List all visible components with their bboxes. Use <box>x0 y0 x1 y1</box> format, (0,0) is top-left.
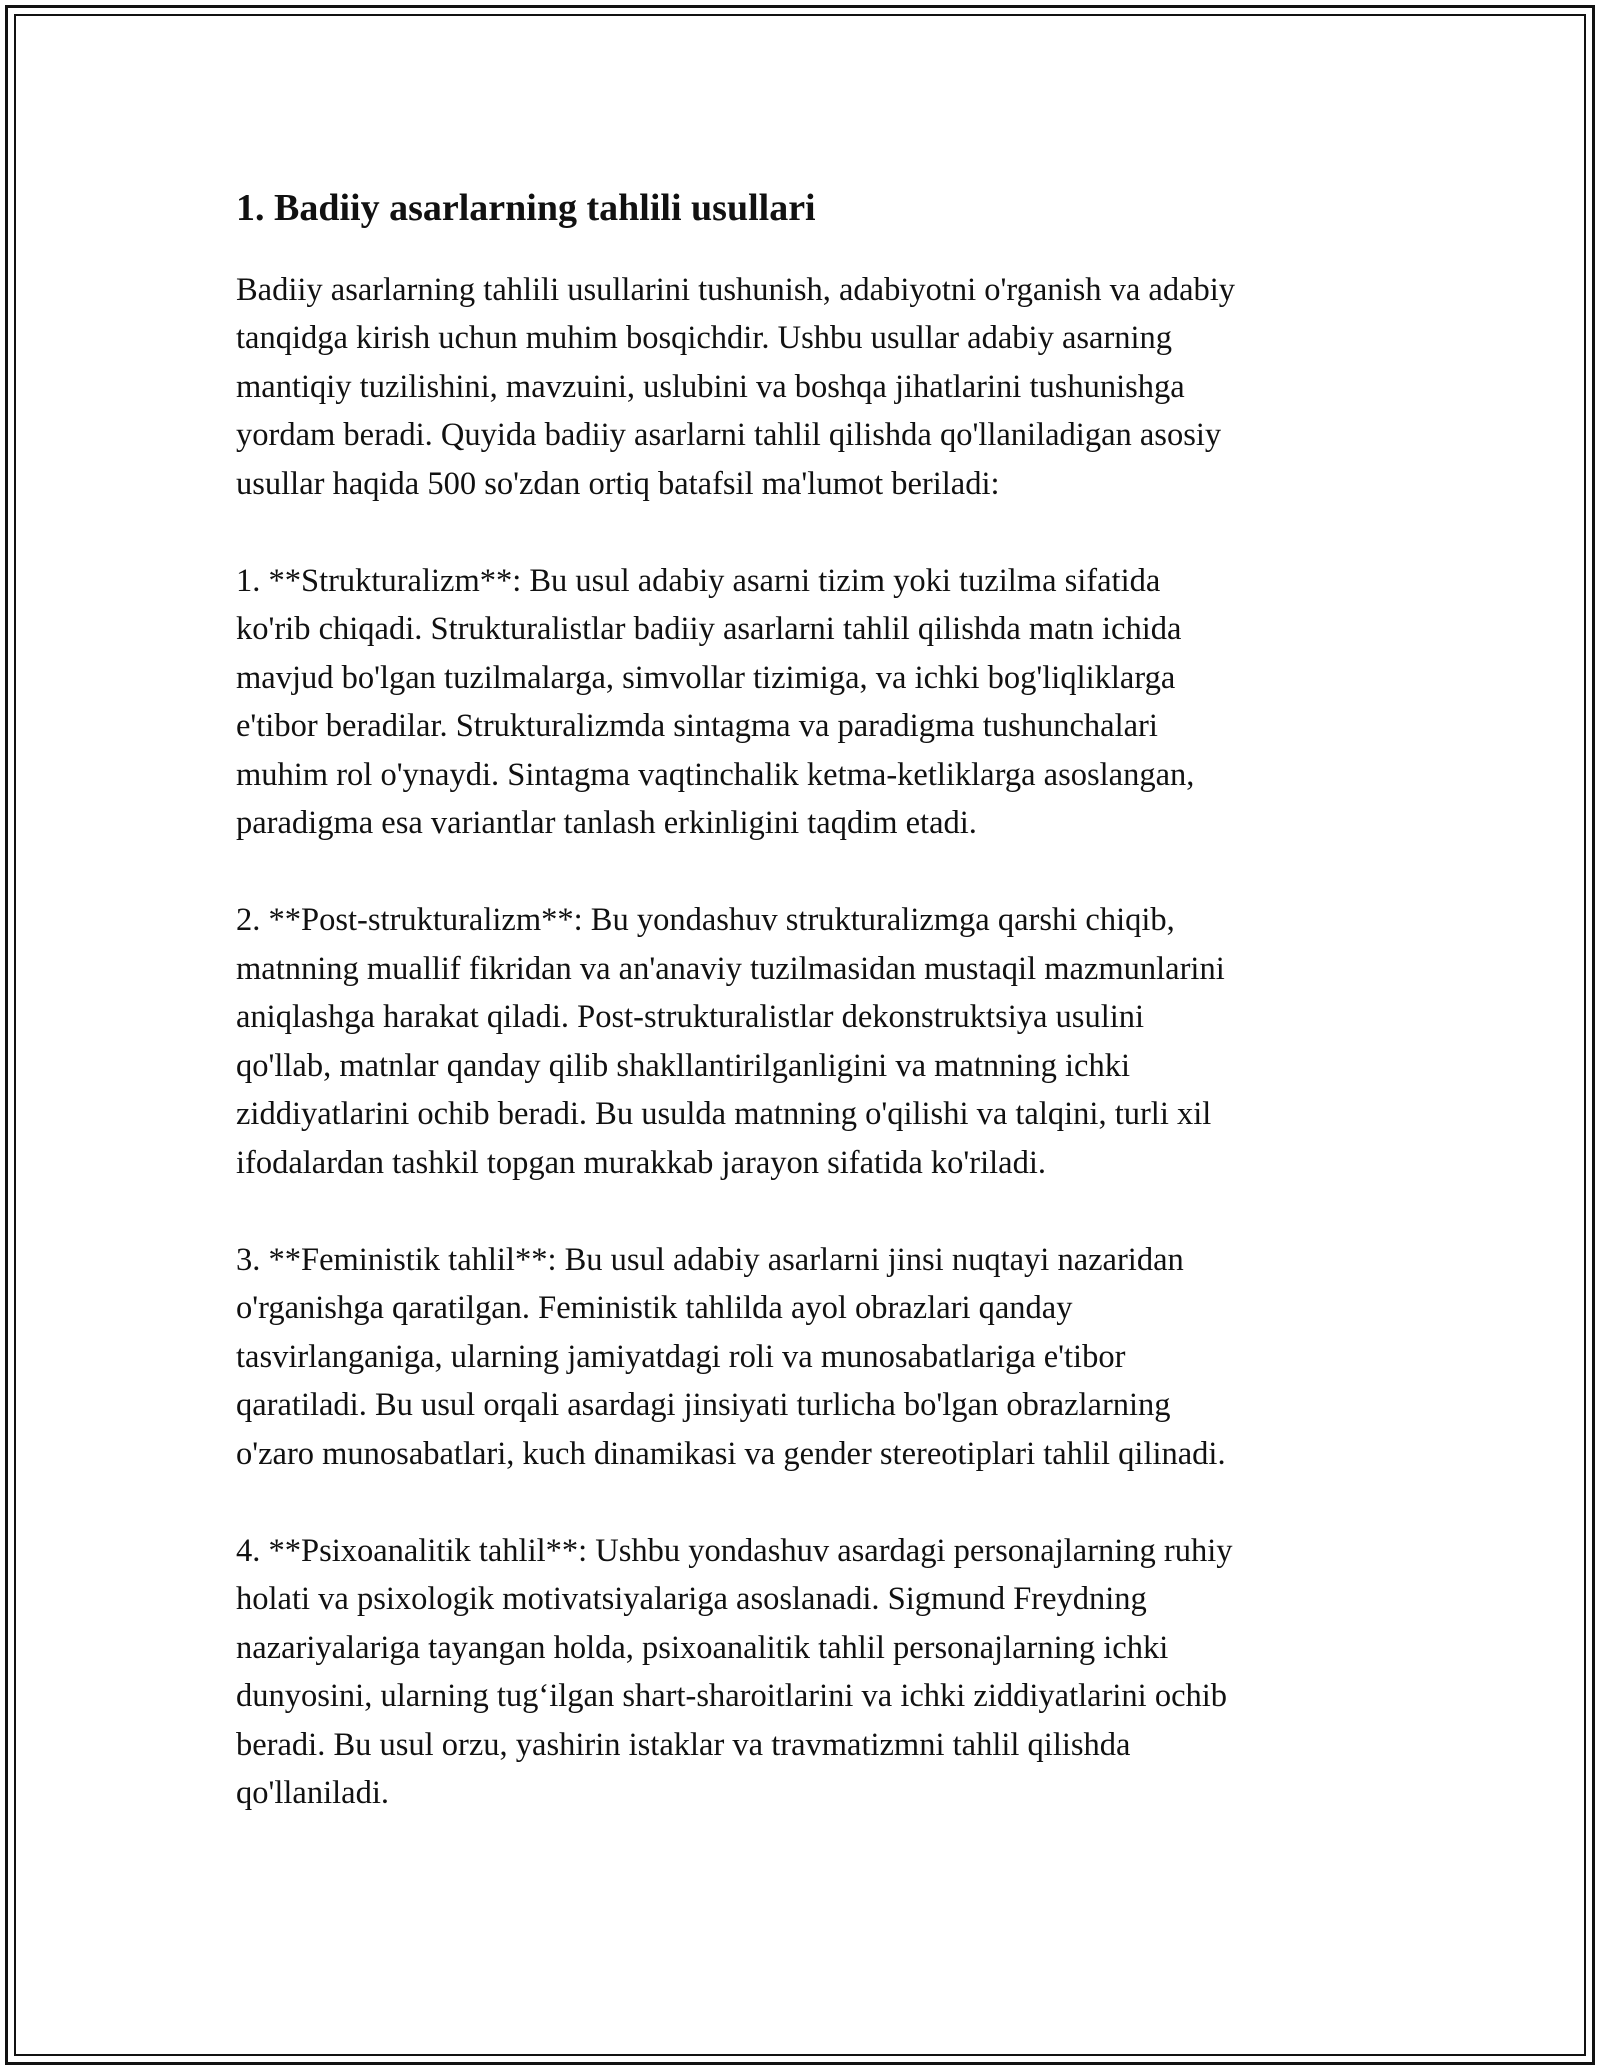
document-body <box>236 186 1386 1818</box>
document-title: 1. Badiiy asarlarning tahlili usullari <box>236 187 816 229</box>
post-strukturalizm-paragraph: 2. **Post-strukturalizm**: Bu yondashuv strukturalizmga qarshi chiqib, matnning muallif fikridan va an'anaviy tuzilmasidan mustaqil mazmunlarini aniqlashga harakat qiladi. Post-strukturalistlar dekonstruktsiya usulini qo'llab, matnlar qanday qilib shakllantirilganligini va matnning ichki ziddiyatlarini ochib beradi. Bu usulda matnning o'qilishi va talqini, turli xil ifodalardan tashkil topgan murakkab jarayon sifatida ko'riladi. <box>236 902 1225 1181</box>
intro-paragraph: Badiiy asarlarning tahlili usullarini tushunish, adabiyotni o'rganish va adabiy tanqidga kirish uchun muhim bosqichdir. Ushbu usullar adabiy asarning mantiqiy tuzilishini, mavzuini, uslubini va boshqa jihatlarini tushunishga yordam beradi. Quyida badiiy asarlarni tahlil qilishda qo'llaniladigan asosiy usullar haqida 500 so'zdan ortiq batafsil ma'lumot beriladi: <box>236 271 1236 502</box>
strukturalizm-paragraph: 1. **Strukturalizm**: Bu usul adabiy asarni tizim yoki tuzilma sifatida ko'rib chiqadi. Strukturalistlar badiiy asarlarni tahlil qilishda matn ichida mavjud bo'lgan tuzilmalarga, simvollar tizimiga, va ichki bog'liqliklarga e'tibor beradilar. Strukturalizmda sintagma va paradigma tushunchalari muhim rol o'ynaydi. Sintagma vaqtinchalik ketma-ketliklarga asoslangan, paradigma esa variantlar tanlash erkinligini taqdim etadi. <box>236 562 1195 842</box>
psixoanalitik-tahlil-paragraph: 4. **Psixoanalitik tahlil**: Ushbu yondashuv asardagi personajlarning ruhiy holati va psixologik motivatsiyalariga asoslanadi. Sigmund Freydning nazariyalariga tayangan holda, psixoanalitik tahlil personajlarning ichki dunyosini, ularning tug‘ilgan shart-sharoitlarini va ichki ziddiyatlarini ochib beradi. Bu usul orzu, yashirin istaklar va travmatizmni tahlil qilishda qo'llaniladi. <box>236 1532 1233 1812</box>
feministik-tahlil-paragraph: 3. **Feministik tahlil**: Bu usul adabiy asarlarni jinsi nuqtayi nazaridan o'rganishga qaratilgan. Feministik tahlilda ayol obrazlari qanday tasvirlanganiga, ularning jamiyatdagi roli va munosabatlariga e'tibor qaratiladi. Bu usul orqali asardagi jinsiyati turlicha bo'lgan obrazlarning o'zaro munosabatlari, kuch dinamikasi va gender stereotiplari tahlil qilinadi. <box>236 1241 1226 1472</box>
